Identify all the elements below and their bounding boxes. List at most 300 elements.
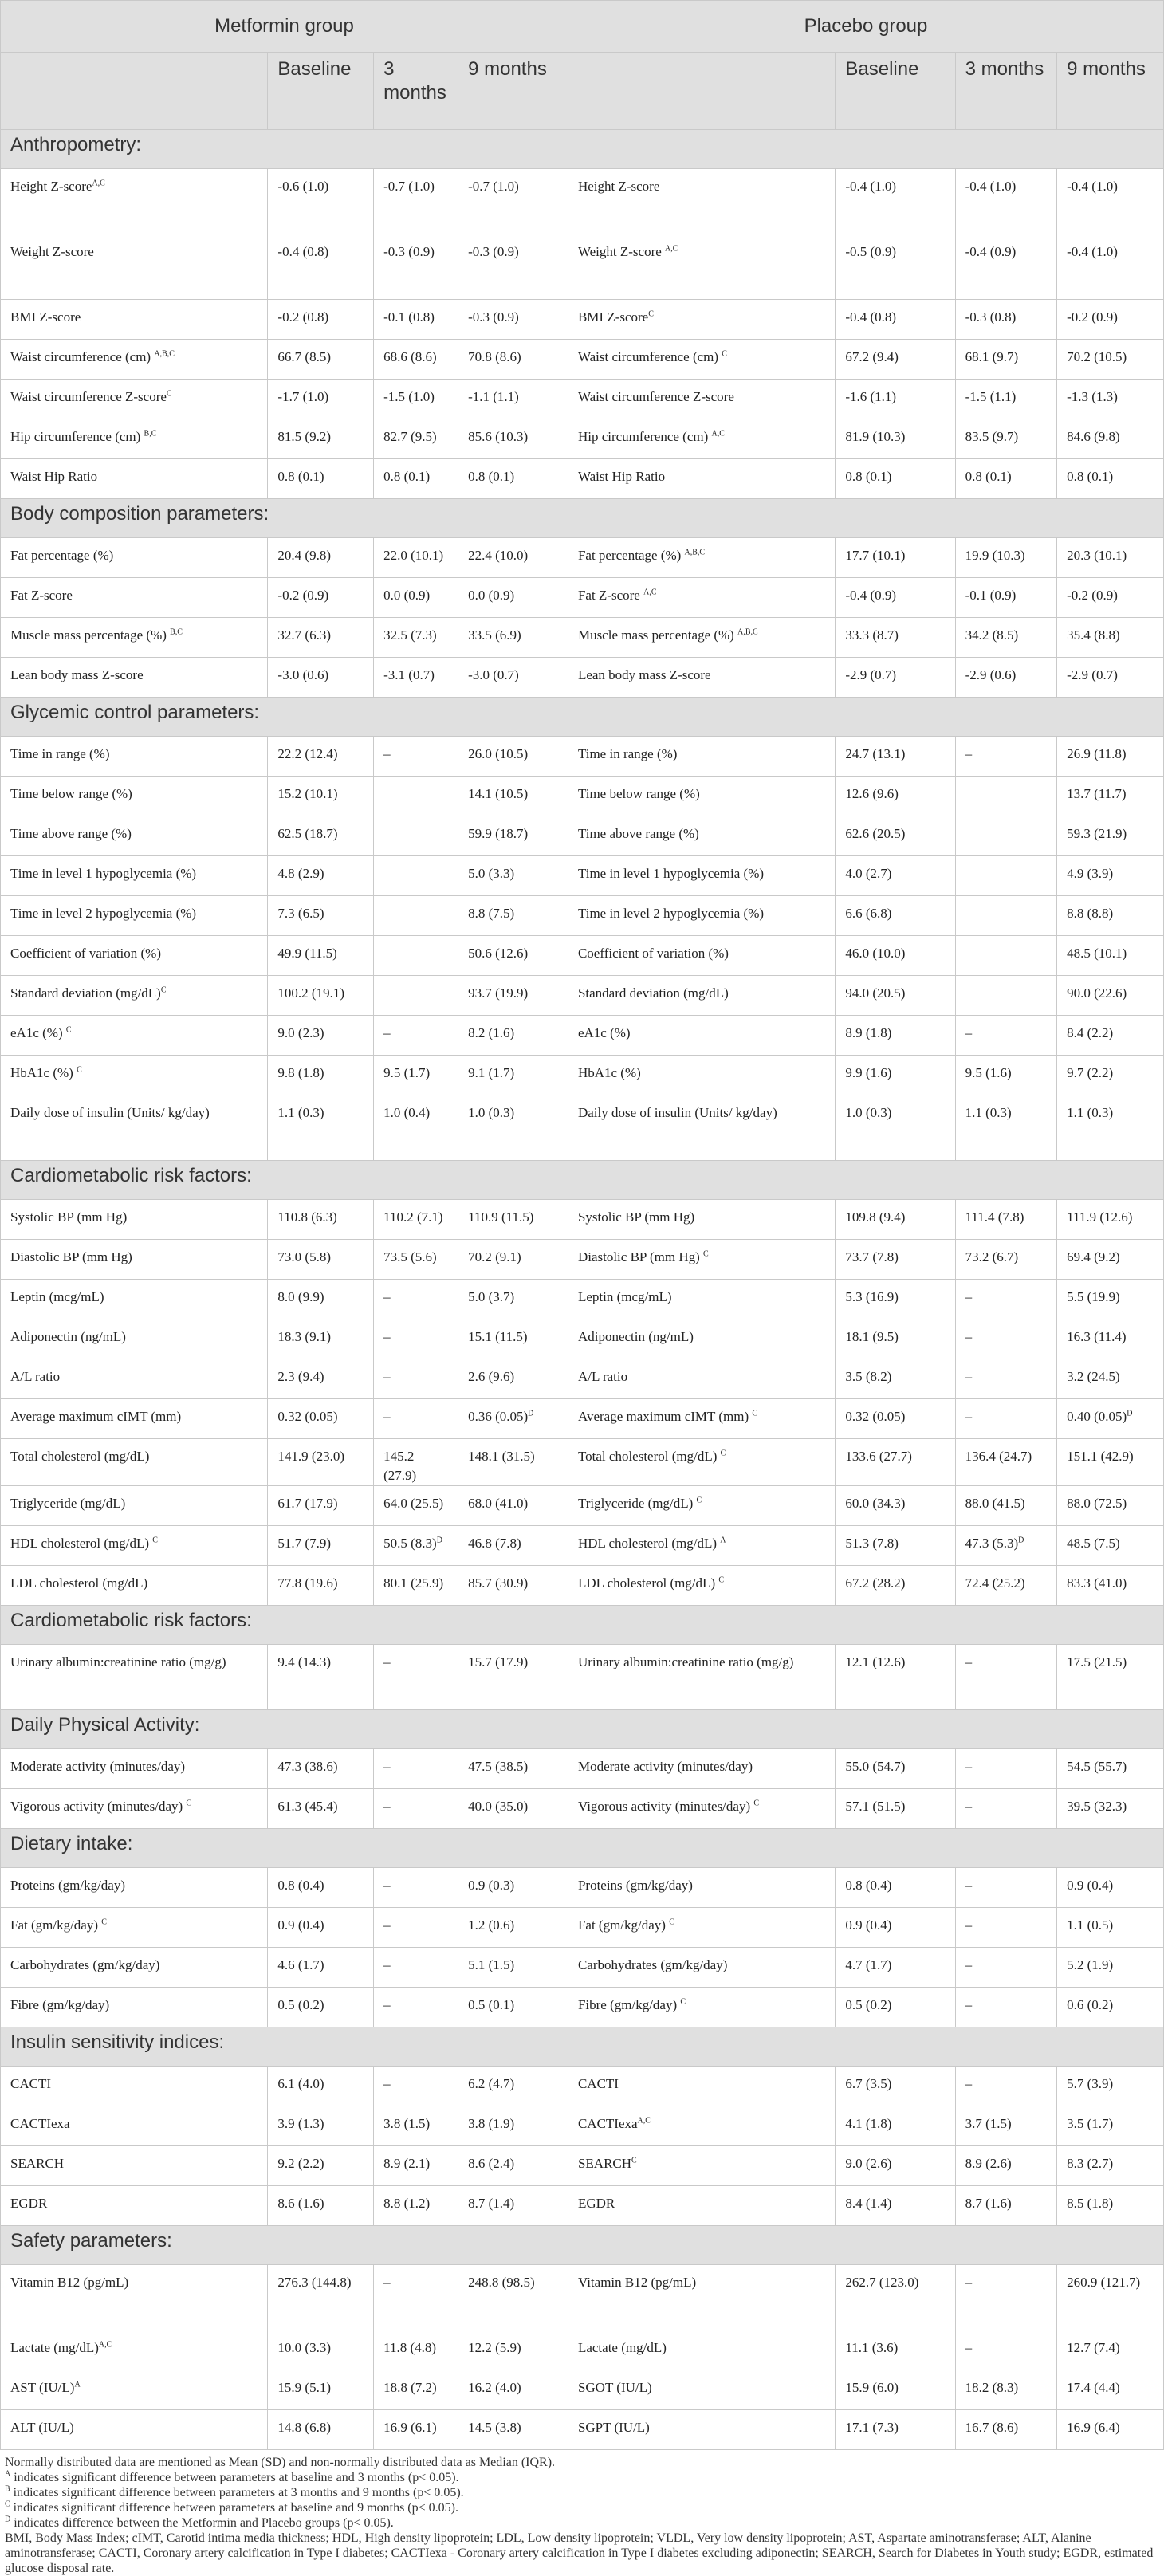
table-row: [1, 1056, 1164, 1095]
placebo-baseline-text: 12.1 (12.6): [845, 1654, 906, 1669]
significance-marker: D: [528, 1409, 534, 1418]
metformin-3-months: [374, 1868, 458, 1908]
placebo-9-months: [1057, 2265, 1164, 2330]
metformin-3-months-text: 18.8 (7.2): [383, 2380, 437, 2395]
metformin-baseline: [268, 1749, 374, 1789]
placebo-baseline: [836, 737, 955, 777]
placebo-3-months-text: –: [965, 1997, 973, 2012]
metformin-baseline-text: 20.4 (9.8): [277, 548, 331, 563]
significance-marker: C: [722, 349, 727, 359]
metformin-9-months: [458, 2330, 568, 2370]
placebo-baseline-text: 67.2 (9.4): [845, 349, 899, 364]
metformin-parameter: [1, 816, 268, 856]
table-row: [1, 1645, 1164, 1710]
placebo-baseline-text: 12.6 (9.6): [845, 786, 899, 801]
section-title: Daily Physical Activity:: [1, 1710, 1164, 1749]
metformin-9-months-text: 6.2 (4.7): [468, 2076, 515, 2091]
metformin-3-months: [374, 1486, 458, 1526]
table-row: [1, 856, 1164, 896]
metformin-3-months: [374, 1566, 458, 1606]
metformin-3-months: [374, 1908, 458, 1948]
metformin-9-months-text: 15.7 (17.9): [468, 1654, 529, 1669]
metformin-parameter: [1, 1399, 268, 1439]
placebo-9-months: [1057, 169, 1164, 234]
metformin-3-months-text: -3.1 (0.7): [383, 667, 435, 682]
metformin-baseline: [268, 1908, 374, 1948]
placebo-3-months: [955, 538, 1057, 578]
placebo-3-months-text: –: [965, 1369, 973, 1384]
metformin-parameter: [1, 2106, 268, 2146]
placebo-9-months-text: -0.4 (1.0): [1067, 179, 1118, 194]
placebo-9-months: [1057, 1645, 1164, 1710]
placebo-parameter-text: Time in level 2 hypoglycemia (%): [577, 906, 765, 921]
metformin-parameter-text: Daily dose of insulin (Units/ kg/day): [10, 1105, 210, 1120]
significance-marker: A: [720, 1536, 726, 1545]
metformin-3-months-text: –: [383, 1957, 391, 1972]
placebo-baseline: [836, 459, 955, 499]
metformin-parameter-text: AST (IU/L): [10, 2380, 75, 2395]
section-title: Safety parameters:: [1, 2226, 1164, 2265]
placebo-parameter-text: Time in level 1 hypoglycemia (%): [577, 866, 765, 881]
metformin-9-months: [458, 1566, 568, 1606]
metformin-parameter-text: Fat (gm/kg/day): [10, 1917, 102, 1933]
metformin-9-months: [458, 2067, 568, 2106]
placebo-baseline: [836, 340, 955, 380]
metformin-9-months-text: 0.8 (0.1): [468, 469, 515, 484]
table-row: [1, 1948, 1164, 1988]
metformin-9-months: [458, 737, 568, 777]
metformin-baseline-text: 0.32 (0.05): [277, 1409, 338, 1424]
placebo-parameter-text: Lactate (mg/dL): [577, 2340, 667, 2355]
placebo-3-months: [955, 777, 1057, 816]
metformin-9-months: [458, 1095, 568, 1161]
placebo-9-months-text: 59.3 (21.9): [1067, 826, 1127, 841]
placebo-baseline-text: 33.3 (8.7): [845, 627, 899, 643]
placebo-baseline-text: 262.7 (123.0): [845, 2275, 919, 2290]
metformin-3-months-text: –: [383, 1369, 391, 1384]
placebo-9-months-text: 39.5 (32.3): [1067, 1799, 1127, 1814]
placebo-parameter-text: Time in range (%): [577, 746, 678, 761]
placebo-baseline: [836, 2186, 955, 2226]
placebo-baseline-text: 60.0 (34.3): [845, 1496, 906, 1511]
table-row: [1, 1095, 1164, 1161]
placebo-9-months-text: 13.7 (11.7): [1067, 786, 1127, 801]
section-header-row: [1, 2027, 1164, 2067]
significance-marker: C: [753, 1799, 760, 1808]
metformin-baseline: [268, 1948, 374, 1988]
placebo-9-months-text: 70.2 (10.5): [1067, 349, 1127, 364]
placebo-baseline-text: 11.1 (3.6): [845, 2340, 899, 2355]
metformin-3-months: [374, 896, 458, 936]
placebo-parameter-text: Height Z-score: [577, 179, 660, 194]
metformin-baseline-text: 15.2 (10.1): [277, 786, 338, 801]
footnote-marker: D: [5, 2515, 11, 2524]
metformin-3-months: [374, 340, 458, 380]
metformin-9-months-text: -3.0 (0.7): [468, 667, 519, 682]
placebo-9-months-text: 84.6 (9.8): [1067, 429, 1120, 444]
metformin-9-months-text: 40.0 (35.0): [468, 1799, 529, 1814]
placebo-9-months: [1057, 1486, 1164, 1526]
placebo-9-months: [1057, 340, 1164, 380]
metformin-9-months-text: 110.9 (11.5): [468, 1209, 534, 1225]
metformin-9-months-text: 50.6 (12.6): [468, 946, 529, 961]
metformin-3-months-text: -0.7 (1.0): [383, 179, 435, 194]
significance-marker: D: [436, 1536, 442, 1545]
metformin-3-months-text: –: [383, 1329, 391, 1344]
metformin-parameter-text: Triglyceride (mg/dL): [10, 1496, 126, 1511]
table-row: [1, 1359, 1164, 1399]
placebo-9-months-text: 0.40 (0.05): [1067, 1409, 1127, 1424]
metformin-parameter-text: HbA1c (%): [10, 1065, 77, 1080]
metformin-baseline: [268, 1439, 374, 1486]
placebo-baseline: [836, 1948, 955, 1988]
metformin-3-months-text: 68.6 (8.6): [383, 349, 437, 364]
metformin-3-months: [374, 1016, 458, 1056]
placebo-9-months-text: 8.3 (2.7): [1067, 2156, 1114, 2171]
metformin-parameter-text: SEARCH: [10, 2156, 65, 2171]
metformin-3-months: [374, 856, 458, 896]
placebo-parameter: [568, 2106, 835, 2146]
placebo-baseline: [836, 1319, 955, 1359]
table-row: [1, 1399, 1164, 1439]
significance-marker: C: [166, 389, 172, 399]
metformin-parameter: [1, 777, 268, 816]
table-row: [1, 658, 1164, 698]
placebo-9-months-text: 17.4 (4.4): [1067, 2380, 1120, 2395]
placebo-baseline-text: 8.9 (1.8): [845, 1025, 892, 1040]
placebo-parameter-text: Carbohydrates (gm/kg/day): [577, 1957, 728, 1972]
significance-marker: A: [74, 2380, 81, 2389]
placebo-baseline: [836, 2330, 955, 2370]
placebo-3-months: [955, 578, 1057, 618]
table-row: [1, 2370, 1164, 2410]
placebo-3-months: [955, 1566, 1057, 1606]
metformin-9-months: [458, 618, 568, 658]
metformin-9-months: [458, 1908, 568, 1948]
table-body: [1, 130, 1164, 2450]
metformin-9-months: [458, 1439, 568, 1486]
metformin-baseline: [268, 618, 374, 658]
metformin-baseline-text: 51.7 (7.9): [277, 1536, 331, 1551]
metformin-9-months-text: 3.8 (1.9): [468, 2116, 515, 2131]
metformin-parameter: [1, 936, 268, 976]
placebo-3-months-text: 1.1 (0.3): [965, 1105, 1012, 1120]
metformin-baseline: [268, 976, 374, 1016]
metformin-9-months: [458, 1399, 568, 1439]
placebo-baseline: [836, 618, 955, 658]
placebo-baseline-text: 1.0 (0.3): [845, 1105, 892, 1120]
metformin-3-months: [374, 1056, 458, 1095]
metformin-parameter-text: Fibre (gm/kg/day): [10, 1997, 110, 2012]
section-title: Anthropometry:: [1, 130, 1164, 169]
placebo-baseline: [836, 380, 955, 419]
metformin-baseline-text: 10.0 (3.3): [277, 2340, 331, 2355]
metformin-parameter-text: Leptin (mcg/mL): [10, 1289, 104, 1304]
placebo-parameter: [568, 2186, 835, 2226]
metformin-3-months: [374, 1948, 458, 1988]
placebo-3-months: [955, 1908, 1057, 1948]
placebo-parameter-text: SEARCH: [577, 2156, 632, 2171]
placebo-9-months-text: 4.9 (3.9): [1067, 866, 1114, 881]
placebo-parameter: [568, 1056, 835, 1095]
placebo-baseline-text: 94.0 (20.5): [845, 985, 906, 1001]
metformin-baseline: [268, 459, 374, 499]
metformin-baseline-text: 18.3 (9.1): [277, 1329, 331, 1344]
metformin-parameter-text: Average maximum cIMT (mm): [10, 1409, 182, 1424]
footnote-marker: A: [5, 2469, 11, 2479]
metformin-9-months: [458, 1486, 568, 1526]
table-row: [1, 2330, 1164, 2370]
placebo-3-months: [955, 234, 1057, 300]
table-row: [1, 459, 1164, 499]
placebo-parameter-text: LDL cholesterol (mg/dL): [577, 1575, 719, 1591]
metformin-baseline: [268, 1868, 374, 1908]
placebo-9-months: [1057, 459, 1164, 499]
metformin-3-months-text: –: [383, 1025, 391, 1040]
placebo-9-months: [1057, 2410, 1164, 2450]
table-row: [1, 1908, 1164, 1948]
col-9-months-header: 9 months: [458, 53, 568, 130]
placebo-9-months: [1057, 2186, 1164, 2226]
metformin-9-months: [458, 777, 568, 816]
placebo-parameter: [568, 2330, 835, 2370]
placebo-baseline-text: 55.0 (54.7): [845, 1759, 906, 1774]
metformin-9-months: [458, 1319, 568, 1359]
metformin-parameter: [1, 976, 268, 1016]
significance-marker: B,C: [170, 627, 183, 637]
metformin-parameter: [1, 1280, 268, 1319]
placebo-3-months-text: –: [965, 1409, 973, 1424]
metformin-parameter: [1, 419, 268, 459]
metformin-baseline-text: 7.3 (6.5): [277, 906, 324, 921]
metformin-parameter-text: Hip circumference (cm): [10, 429, 144, 444]
placebo-baseline: [836, 936, 955, 976]
metformin-3-months-text: 82.7 (9.5): [383, 429, 437, 444]
placebo-3-months: [955, 1988, 1057, 2027]
placebo-baseline-text: -2.9 (0.7): [845, 667, 897, 682]
placebo-3-months: [955, 1526, 1057, 1566]
metformin-baseline: [268, 1319, 374, 1359]
placebo-3-months-text: -0.4 (0.9): [965, 244, 1017, 259]
placebo-3-months: [955, 2067, 1057, 2106]
col-3-months-header: 3 months: [374, 53, 458, 130]
placebo-parameter-text: CACTIexa: [577, 2116, 638, 2131]
placebo-parameter-text: Leptin (mcg/mL): [577, 1289, 672, 1304]
placebo-9-months-text: 9.7 (2.2): [1067, 1065, 1114, 1080]
metformin-9-months: [458, 2410, 568, 2450]
placebo-9-months-text: 5.7 (3.9): [1067, 2076, 1114, 2091]
placebo-9-months: [1057, 936, 1164, 976]
metformin-group-header: Metformin group: [1, 1, 568, 53]
placebo-parameter-text: Total cholesterol (mg/dL): [577, 1449, 721, 1464]
metformin-parameter-text: Standard deviation (mg/dL): [10, 985, 161, 1001]
placebo-9-months: [1057, 2146, 1164, 2186]
placebo-baseline-text: 46.0 (10.0): [845, 946, 906, 961]
metformin-3-months-text: –: [383, 2076, 391, 2091]
metformin-9-months: [458, 1359, 568, 1399]
placebo-9-months-text: 5.5 (19.9): [1067, 1289, 1120, 1304]
table-header: [1, 1, 1164, 130]
metformin-baseline: [268, 2146, 374, 2186]
metformin-baseline-text: 9.4 (14.3): [277, 1654, 331, 1669]
metformin-parameter: [1, 737, 268, 777]
placebo-3-months: [955, 459, 1057, 499]
placebo-3-months: [955, 1280, 1057, 1319]
section-header-row: [1, 130, 1164, 169]
significance-marker: D: [1127, 1409, 1133, 1418]
table-row: [1, 896, 1164, 936]
metformin-9-months: [458, 2370, 568, 2410]
metformin-parameter-text: Time in level 2 hypoglycemia (%): [10, 906, 197, 921]
placebo-parameter-text: Waist Hip Ratio: [577, 469, 666, 484]
placebo-parameter: [568, 578, 835, 618]
metformin-baseline-text: 61.3 (45.4): [277, 1799, 338, 1814]
metformin-9-months-text: 93.7 (19.9): [468, 985, 529, 1001]
metformin-parameter: [1, 896, 268, 936]
metformin-3-months: [374, 618, 458, 658]
metformin-baseline: [268, 1016, 374, 1056]
placebo-parameter-text: eA1c (%): [577, 1025, 631, 1040]
metformin-parameter: [1, 2330, 268, 2370]
metformin-baseline-text: 32.7 (6.3): [277, 627, 331, 643]
metformin-baseline: [268, 896, 374, 936]
metformin-9-months-text: 12.2 (5.9): [468, 2340, 521, 2355]
section-title: Cardiometabolic risk factors:: [1, 1161, 1164, 1200]
metformin-parameter-text: Muscle mass percentage (%): [10, 627, 171, 643]
metformin-parameter-text: A/L ratio: [10, 1369, 61, 1384]
placebo-parameter: [568, 1240, 835, 1280]
placebo-3-months-text: -0.3 (0.8): [965, 309, 1017, 324]
placebo-parameter: [568, 1948, 835, 1988]
placebo-parameter-text: Moderate activity (minutes/day): [577, 1759, 753, 1774]
significance-marker: C: [703, 1249, 709, 1259]
placebo-baseline: [836, 816, 955, 856]
footnote-text: indicates significant difference between parameters at baseline and 3 months (p< 0.05).: [10, 2471, 459, 2484]
metformin-baseline: [268, 1200, 374, 1240]
placebo-9-months: [1057, 1868, 1164, 1908]
placebo-9-months: [1057, 1200, 1164, 1240]
metformin-parameter: [1, 1988, 268, 2027]
metformin-3-months-text: –: [383, 1409, 391, 1424]
metformin-parameter: [1, 1948, 268, 1988]
blank-header-cell: [1, 53, 268, 130]
placebo-9-months: [1057, 380, 1164, 419]
metformin-baseline-text: 73.0 (5.8): [277, 1249, 331, 1264]
placebo-parameter: [568, 459, 835, 499]
placebo-baseline: [836, 2410, 955, 2450]
placebo-parameter-text: Daily dose of insulin (Units/ kg/day): [577, 1105, 777, 1120]
placebo-9-months: [1057, 1526, 1164, 1566]
placebo-3-months: [955, 737, 1057, 777]
placebo-9-months: [1057, 1056, 1164, 1095]
significance-marker: C: [65, 1025, 72, 1035]
significance-marker: A,C: [711, 429, 725, 439]
metformin-parameter-text: Urinary albumin:creatinine ratio (mg/g): [10, 1654, 226, 1669]
metformin-baseline: [268, 777, 374, 816]
metformin-3-months: [374, 777, 458, 816]
metformin-baseline: [268, 1526, 374, 1566]
placebo-9-months-text: 69.4 (9.2): [1067, 1249, 1120, 1264]
metformin-baseline-text: 110.8 (6.3): [277, 1209, 337, 1225]
section-title: Glycemic control parameters:: [1, 698, 1164, 737]
placebo-9-months: [1057, 1439, 1164, 1486]
placebo-baseline-text: 17.7 (10.1): [845, 548, 906, 563]
metformin-parameter: [1, 1016, 268, 1056]
metformin-baseline: [268, 1240, 374, 1280]
placebo-9-months-text: 0.9 (0.4): [1067, 1878, 1114, 1893]
table-row: [1, 380, 1164, 419]
placebo-parameter-text: Fibre (gm/kg/day): [577, 1997, 681, 2012]
metformin-9-months-text: 14.1 (10.5): [468, 786, 529, 801]
metformin-9-months-text: 26.0 (10.5): [468, 746, 529, 761]
metformin-parameter: [1, 1056, 268, 1095]
placebo-9-months: [1057, 816, 1164, 856]
metformin-3-months-text: 22.0 (10.1): [383, 548, 444, 563]
metformin-3-months: [374, 936, 458, 976]
placebo-3-months: [955, 856, 1057, 896]
metformin-parameter-text: Total cholesterol (mg/dL): [10, 1449, 150, 1464]
metformin-parameter-text: Lean body mass Z-score: [10, 667, 144, 682]
significance-marker: A,B,C: [154, 349, 175, 359]
table-row: [1, 777, 1164, 816]
section-header-row: [1, 499, 1164, 538]
metformin-parameter-text: Systolic BP (mm Hg): [10, 1209, 128, 1225]
col-baseline-header: Baseline: [836, 53, 955, 130]
placebo-9-months-text: 260.9 (121.7): [1067, 2275, 1141, 2290]
metformin-baseline-text: 0.8 (0.4): [277, 1878, 324, 1893]
metformin-3-months-text: –: [383, 1997, 391, 2012]
metformin-9-months: [458, 578, 568, 618]
placebo-baseline: [836, 1645, 955, 1710]
metformin-parameter-text: Adiponectin (ng/mL): [10, 1329, 126, 1344]
metformin-9-months: [458, 658, 568, 698]
section-title: Insulin sensitivity indices:: [1, 2027, 1164, 2067]
placebo-parameter: [568, 340, 835, 380]
metformin-9-months-text: 8.7 (1.4): [468, 2196, 515, 2211]
placebo-baseline: [836, 1486, 955, 1526]
metformin-parameter-text: Lactate (mg/dL): [10, 2340, 99, 2355]
placebo-baseline: [836, 1056, 955, 1095]
metformin-3-months-text: 80.1 (25.9): [383, 1575, 444, 1591]
placebo-parameter-text: CACTI: [577, 2076, 619, 2091]
metformin-3-months: [374, 1399, 458, 1439]
metformin-9-months-text: 5.0 (3.7): [468, 1289, 515, 1304]
placebo-baseline-text: 51.3 (7.8): [845, 1536, 899, 1551]
placebo-9-months: [1057, 1319, 1164, 1359]
metformin-3-months: [374, 1280, 458, 1319]
metformin-parameter-text: Diastolic BP (mm Hg): [10, 1249, 132, 1264]
metformin-3-months-text: 64.0 (25.5): [383, 1496, 444, 1511]
metformin-baseline: [268, 2067, 374, 2106]
placebo-parameter-text: Standard deviation (mg/dL): [577, 985, 729, 1001]
placebo-baseline-text: 24.7 (13.1): [845, 746, 906, 761]
placebo-parameter: [568, 1868, 835, 1908]
metformin-baseline-text: 1.1 (0.3): [277, 1105, 324, 1120]
significance-marker: A,C: [637, 2116, 651, 2126]
placebo-parameter: [568, 1439, 835, 1486]
metformin-parameter: [1, 1526, 268, 1566]
metformin-9-months: [458, 380, 568, 419]
significance-marker: C: [152, 1536, 158, 1545]
metformin-9-months-text: 1.2 (0.6): [468, 1917, 515, 1933]
metformin-parameter: [1, 2370, 268, 2410]
metformin-3-months: [374, 578, 458, 618]
metformin-3-months: [374, 2330, 458, 2370]
placebo-9-months: [1057, 419, 1164, 459]
metformin-9-months: [458, 1948, 568, 1988]
significance-marker: A,C: [643, 588, 657, 597]
placebo-parameter-text: Weight Z-score: [577, 244, 666, 259]
